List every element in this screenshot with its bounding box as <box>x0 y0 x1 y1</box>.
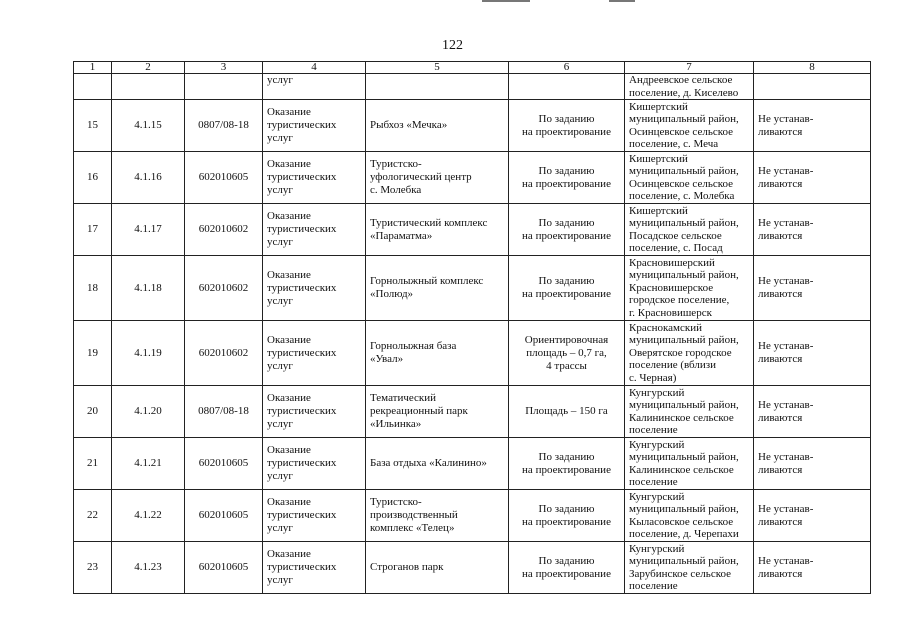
cell-zones <box>754 490 871 542</box>
cell-code <box>185 204 263 256</box>
cell-characteristics <box>509 204 625 256</box>
header-row <box>74 62 871 74</box>
cell-number <box>112 542 185 594</box>
cell-code <box>185 100 263 152</box>
cell-text: Краснокамский муниципальный район, Оверятское городское поселение (вблизи с. Черная) <box>629 321 739 384</box>
cell-text: 4.1.22 <box>134 509 162 521</box>
cell-text: 4.1.17 <box>134 223 162 235</box>
cell-text: Кунгурский муниципальный район, Калининское сельское поселение <box>629 438 739 488</box>
cell-location <box>625 204 754 256</box>
cell-location <box>625 74 754 100</box>
cell-text: 4.1.21 <box>134 457 162 469</box>
cell-index <box>74 386 112 438</box>
cell-text: Кунгурский муниципальный район, Кыласовское сельское поселение, д. Черепахи <box>629 490 739 540</box>
cell-text: 602010602 <box>198 223 249 235</box>
cell-object <box>366 490 509 542</box>
cell-text: Кишертский муниципальный район, Осинцевское сельское поселение, с. Меча <box>629 100 739 150</box>
cell-text: По заданию на проектирование <box>522 164 611 190</box>
cell-text: Кунгурский муниципальный район, Калининское сельское поселение <box>629 386 739 436</box>
cell-characteristics <box>509 256 625 321</box>
cell-zones <box>754 74 871 100</box>
registry-table <box>73 61 871 594</box>
cell-purpose <box>263 321 366 386</box>
cell-text: 4.1.18 <box>134 281 162 294</box>
cell-text: 20 <box>87 405 98 417</box>
cell-text: Горнолыжный комплекс «Полюд» <box>370 275 484 300</box>
cell-text: База отдыха «Калинино» <box>370 457 487 469</box>
cell-characteristics <box>509 321 625 386</box>
cell-number <box>112 204 185 256</box>
cell-purpose <box>263 74 366 100</box>
cell-number <box>112 152 185 204</box>
cell-text: 602010602 <box>198 281 249 294</box>
cell-code <box>185 256 263 321</box>
cell-text: Андреевское сельское поселение, д. Киселево <box>629 74 739 99</box>
cell-zones <box>754 204 871 256</box>
cell-characteristics <box>509 438 625 490</box>
cell-text: Тематический рекреационный парк «Ильинка» <box>370 392 468 430</box>
cell-text: Оказание туристических услуг <box>267 444 337 482</box>
cell-index <box>74 100 112 152</box>
cell-object <box>366 152 509 204</box>
cell-code <box>185 386 263 438</box>
cell-object <box>366 256 509 321</box>
cell-text: Оказание туристических услуг <box>267 333 337 372</box>
cell-text: 22 <box>87 509 98 521</box>
cell-text: Не устанав- ливаются <box>758 340 814 365</box>
cell-object <box>366 386 509 438</box>
cell-text: 19 <box>87 346 98 359</box>
cell-text: 4.1.23 <box>134 561 162 573</box>
cell-purpose <box>263 100 366 152</box>
column-header: 6 <box>509 62 625 74</box>
cell-object <box>366 438 509 490</box>
cell-text: 4.1.16 <box>134 171 162 183</box>
cell-zones <box>754 321 871 386</box>
cell-number <box>112 321 185 386</box>
cell-text: Не устанав- ливаются <box>758 275 814 300</box>
cell-text: Рыбхоз «Мечка» <box>370 119 448 131</box>
cell-text: По заданию на проектирование <box>522 112 611 138</box>
cell-purpose <box>263 542 366 594</box>
cell-number <box>112 100 185 152</box>
cell-characteristics <box>509 100 625 152</box>
cell-index <box>74 74 112 100</box>
cell-characteristics <box>509 152 625 204</box>
cell-text: 16 <box>87 171 98 183</box>
cell-index <box>74 152 112 204</box>
scan-artifact-line <box>609 0 635 2</box>
cell-code <box>185 490 263 542</box>
cell-text: Ориентировочная площадь – 0,7 га, 4 трассы <box>524 333 609 372</box>
cell-zones <box>754 100 871 152</box>
cell-purpose <box>263 256 366 321</box>
cell-text: Не устанав- ливаются <box>758 398 814 424</box>
column-header: 5 <box>366 62 509 74</box>
cell-text: 602010605 <box>198 561 249 573</box>
cell-text: По заданию на проектирование <box>522 502 611 528</box>
cell-code <box>185 152 263 204</box>
cell-index <box>74 542 112 594</box>
cell-text: услуг <box>267 74 293 86</box>
column-header: 4 <box>263 62 366 74</box>
cell-text: 602010605 <box>198 171 249 183</box>
cell-zones <box>754 152 871 204</box>
cell-zones <box>754 386 871 438</box>
table-row <box>74 204 871 256</box>
column-header: 3 <box>185 62 263 74</box>
cell-text: Оказание туристических услуг <box>267 496 337 534</box>
cell-number <box>112 256 185 321</box>
cell-text: По заданию на проектирование <box>522 275 611 300</box>
table-row <box>74 321 871 386</box>
cell-text: По заданию на проектирование <box>522 450 611 476</box>
cell-text: Не устанав- ливаются <box>758 554 814 580</box>
table-body <box>74 100 871 594</box>
cell-object <box>366 100 509 152</box>
cell-object <box>366 321 509 386</box>
cell-text: Кунгурский муниципальный район, Зарубинское сельское поселение <box>629 542 739 592</box>
cell-text: Не устанав- ливаются <box>758 216 814 242</box>
cell-number <box>112 490 185 542</box>
cell-text: 17 <box>87 223 98 235</box>
cell-characteristics <box>509 386 625 438</box>
cell-text: 0807/08-18 <box>198 405 249 417</box>
cell-object <box>366 74 509 100</box>
column-header: 1 <box>74 62 112 74</box>
cell-index <box>74 438 112 490</box>
cell-number <box>112 386 185 438</box>
cell-text: 4.1.20 <box>134 405 162 417</box>
cell-text: Красновишерский муниципальный район, Красновишерское городское поселение, г. Красновишерск <box>629 256 739 319</box>
cell-text: Не устанав- ливаются <box>758 112 814 138</box>
cell-code <box>185 74 263 100</box>
cell-text: По заданию на проектирование <box>522 216 611 242</box>
cell-characteristics <box>509 542 625 594</box>
cell-text: По заданию на проектирование <box>522 554 611 580</box>
cell-text: Строганов парк <box>370 561 444 573</box>
scan-artifact-line <box>482 0 530 2</box>
cell-object <box>366 542 509 594</box>
cell-text: 23 <box>87 561 98 573</box>
cell-location <box>625 386 754 438</box>
cell-purpose <box>263 386 366 438</box>
cell-location <box>625 256 754 321</box>
cell-zones <box>754 438 871 490</box>
table-row <box>74 542 871 594</box>
table-row <box>74 100 871 152</box>
cell-text: 18 <box>87 281 98 294</box>
cell-purpose <box>263 152 366 204</box>
cell-text: Кишертский муниципальный район, Осинцевское сельское поселение, с. Молебка <box>629 152 739 202</box>
cell-index <box>74 204 112 256</box>
cell-index <box>74 490 112 542</box>
cell-location <box>625 490 754 542</box>
cell-code <box>185 542 263 594</box>
cell-code <box>185 438 263 490</box>
cell-location <box>625 438 754 490</box>
cell-text: 15 <box>87 119 98 131</box>
cell-text: Кишертский муниципальный район, Посадское сельское поселение, с. Посад <box>629 204 739 254</box>
cell-index <box>74 256 112 321</box>
cell-location <box>625 542 754 594</box>
cell-characteristics <box>509 74 625 100</box>
cell-text: Туристический комплекс «Параматма» <box>370 216 488 242</box>
column-header: 7 <box>625 62 754 74</box>
table-row <box>74 490 871 542</box>
cell-text: Туристско- производственный комплекс «Телец» <box>370 496 458 534</box>
cell-index <box>74 321 112 386</box>
cell-text: 4.1.15 <box>134 119 162 131</box>
table-row <box>74 438 871 490</box>
cell-text: Не устанав- ливаются <box>758 450 814 476</box>
cell-text: 602010602 <box>198 346 249 359</box>
cell-purpose <box>263 490 366 542</box>
cell-text: 4.1.19 <box>134 346 162 359</box>
cell-zones <box>754 256 871 321</box>
cell-text: Оказание туристических услуг <box>267 268 337 307</box>
table-row <box>74 256 871 321</box>
cell-characteristics <box>509 490 625 542</box>
table-row <box>74 152 871 204</box>
cell-text: Горнолыжная база «Увал» <box>370 340 457 365</box>
cell-text: Площадь – 150 га <box>525 405 608 417</box>
cell-text: Оказание туристических услуг <box>267 158 337 196</box>
column-header: 8 <box>754 62 871 74</box>
cell-code <box>185 321 263 386</box>
continuation-row <box>74 74 871 100</box>
cell-object <box>366 204 509 256</box>
cell-number <box>112 74 185 100</box>
cell-text: Не устанав- ливаются <box>758 502 814 528</box>
cell-purpose <box>263 438 366 490</box>
cell-location <box>625 100 754 152</box>
cell-text: 0807/08-18 <box>198 119 249 131</box>
cell-text: 602010605 <box>198 509 249 521</box>
cell-text: Оказание туристических услуг <box>267 210 337 248</box>
table-row <box>74 386 871 438</box>
cell-text: Туристско- уфологический центр с. Молебка <box>370 158 472 196</box>
cell-purpose <box>263 204 366 256</box>
cell-zones <box>754 542 871 594</box>
cell-text: Оказание туристических услуг <box>267 106 337 144</box>
cell-text: Оказание туристических услуг <box>267 548 337 586</box>
column-header: 2 <box>112 62 185 74</box>
cell-location <box>625 321 754 386</box>
cell-text: 602010605 <box>198 457 249 469</box>
cell-text: Оказание туристических услуг <box>267 392 337 430</box>
cell-location <box>625 152 754 204</box>
cell-text: Не устанав- ливаются <box>758 164 814 190</box>
page-number: 122 <box>442 38 463 53</box>
cell-number <box>112 438 185 490</box>
cell-text: 21 <box>87 457 98 469</box>
